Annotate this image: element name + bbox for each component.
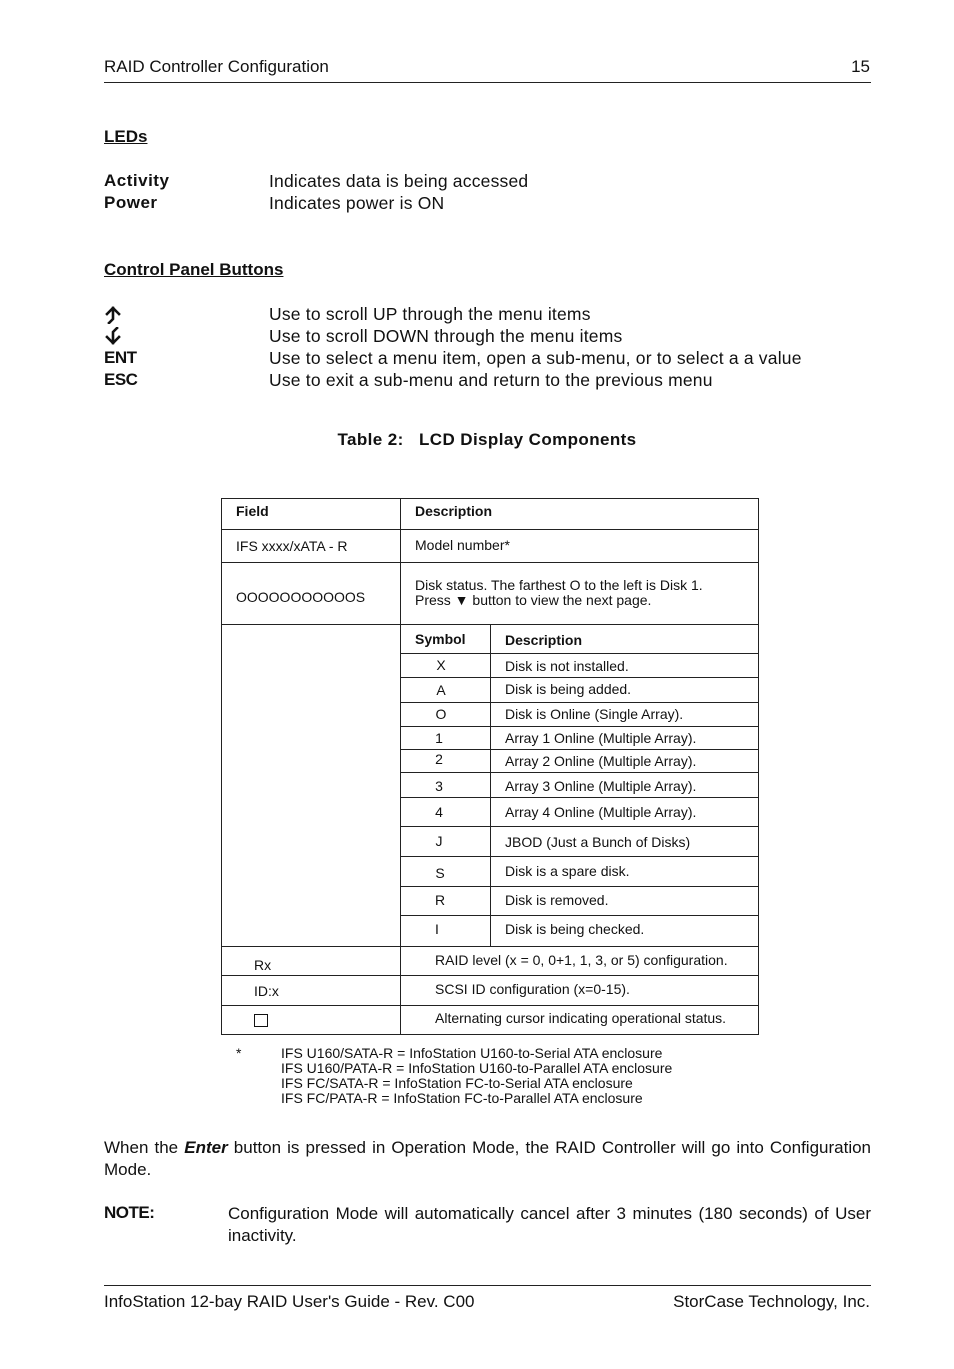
- arrow-up-icon: [104, 306, 122, 324]
- leds-heading: LEDs: [104, 127, 148, 146]
- led-definition-activity: Indicates data is being accessed: [269, 171, 529, 191]
- symbol-description: Disk is not installed.: [505, 658, 629, 674]
- symbol-description: Disk is removed.: [505, 892, 609, 908]
- footer-left: InfoStation 12-bay RAID User's Guide - Rev. C00: [104, 1292, 475, 1311]
- symbol-description: Array 2 Online (Multiple Array).: [505, 753, 697, 769]
- table-caption: Table 2: LCD Display Components: [337, 430, 637, 449]
- footnote-line: IFS FC/SATA-R = InfoStation FC-to-Serial ATA enclosure: [281, 1075, 633, 1091]
- table-cell-field: IFS xxxx/xATA - R: [236, 538, 348, 554]
- table-header-description: Description: [415, 503, 493, 519]
- symbol-code: R: [434, 892, 446, 908]
- body-paragraph: [104, 1137, 871, 1181]
- button-term-esc: ESC: [104, 370, 138, 389]
- symbol-description: Disk is being checked.: [505, 921, 645, 937]
- symbol-code: 4: [435, 804, 443, 820]
- symbol-header-symbol: Symbol: [415, 631, 466, 647]
- page-number: 15: [851, 57, 870, 76]
- table-cell-description: Alternating cursor indicating operational status.: [435, 1010, 727, 1026]
- symbol-code: X: [436, 657, 446, 673]
- symbol-description: Disk is Online (Single Array).: [505, 706, 684, 722]
- symbol-description: Array 1 Online (Multiple Array).: [505, 730, 697, 746]
- led-definition-power: Indicates power is ON: [269, 193, 445, 213]
- table-cell-description: RAID level (x = 0, 0+1, 1, 3, or 5) configuration.: [435, 952, 728, 968]
- symbol-code: 3: [435, 778, 443, 794]
- footnote-line: IFS U160/PATA-R = InfoStation U160-to-Parallel ATA enclosure: [281, 1060, 673, 1076]
- footnote-line: IFS FC/PATA-R = InfoStation FC-to-Parallel ATA enclosure: [281, 1090, 643, 1106]
- symbol-code: 2: [435, 751, 443, 767]
- footnote-line: IFS U160/SATA-R = InfoStation U160-to-Serial ATA enclosure: [281, 1045, 663, 1061]
- header-rule: [104, 82, 871, 83]
- note-text: Configuration Mode will automatically cancel after 3 minutes (180 seconds) of User inactivity.: [228, 1204, 871, 1245]
- running-header-title: RAID Controller Configuration: [104, 57, 329, 76]
- paragraph-emphasis-enter: Enter: [184, 1138, 228, 1157]
- cursor-square-icon: [254, 1014, 268, 1027]
- led-term-power: Power: [104, 193, 158, 212]
- symbol-description: Array 3 Online (Multiple Array).: [505, 778, 697, 794]
- table-cell-description: Model number*: [415, 537, 510, 553]
- footer-right: StorCase Technology, Inc.: [673, 1292, 870, 1311]
- table-cell-description: SCSI ID configuration (x=0-15).: [435, 981, 630, 997]
- button-definition-down: Use to scroll DOWN through the menu items: [269, 326, 623, 346]
- symbol-code: J: [435, 833, 443, 849]
- table-cell-description: Disk status. The farthest O to the left is Disk 1.: [415, 577, 703, 593]
- symbol-code: 1: [435, 730, 443, 746]
- symbol-header-description: Description: [505, 632, 583, 648]
- button-definition-esc: Use to exit a sub-menu and return to the previous menu: [269, 370, 713, 390]
- paragraph-text: When the: [104, 1138, 185, 1157]
- symbol-code: O: [435, 706, 447, 722]
- arrow-down-icon: [104, 327, 122, 345]
- note-label: NOTE:: [104, 1203, 155, 1222]
- footer-rule: [104, 1285, 871, 1286]
- button-term-ent: ENT: [104, 348, 137, 367]
- symbol-description: Disk is being added.: [505, 681, 632, 697]
- symbol-code: S: [435, 865, 445, 881]
- table-cell-field: OOOOOOOOOOOS: [236, 589, 366, 605]
- paragraph-text: button is pressed in Operation Mode, the RAID Controller will go into Configuration Mode.: [104, 1138, 872, 1179]
- table-header-field: Field: [236, 503, 269, 519]
- symbol-code: I: [435, 921, 439, 937]
- footnote-marker: *: [236, 1045, 242, 1061]
- symbol-description: Array 4 Online (Multiple Array).: [505, 804, 697, 820]
- led-term-activity: Activity: [104, 171, 170, 190]
- symbol-code: A: [436, 682, 446, 698]
- button-definition-up: Use to scroll UP through the menu items: [269, 304, 591, 324]
- table-cell-description: Press ▼ button to view the next page.: [415, 592, 652, 608]
- symbol-description: Disk is a spare disk.: [505, 863, 630, 879]
- button-definition-ent: Use to select a menu item, open a sub-menu, or to select a a value: [269, 348, 802, 368]
- symbol-description: JBOD (Just a Bunch of Disks): [505, 834, 691, 850]
- table-cell-field: Rx: [254, 957, 272, 973]
- table-cell-field: ID:x: [254, 983, 279, 999]
- buttons-heading: Control Panel Buttons: [104, 260, 284, 279]
